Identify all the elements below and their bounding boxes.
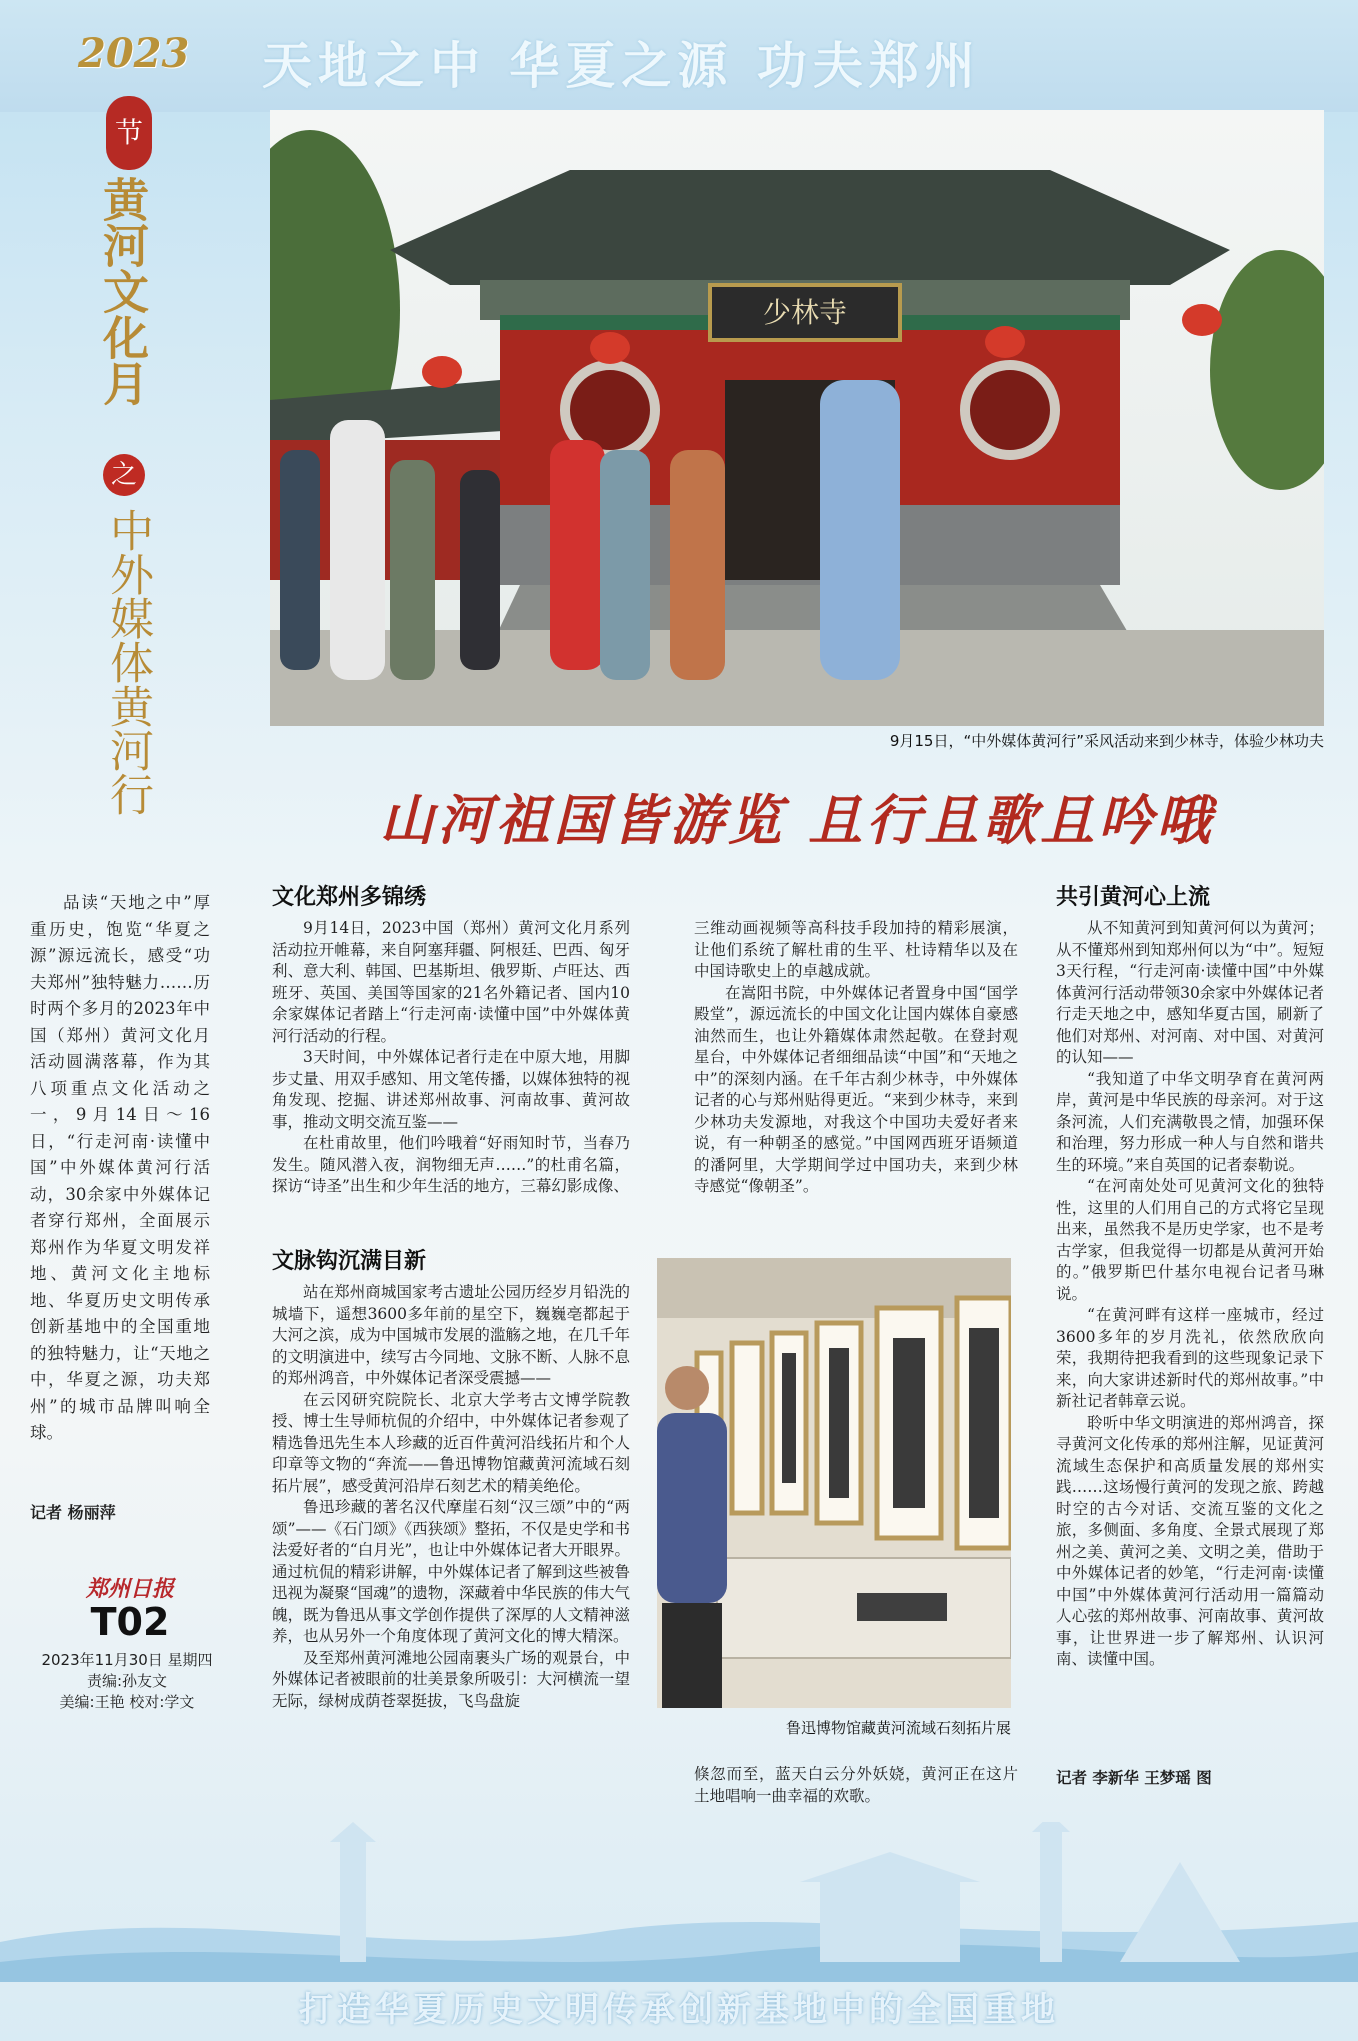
paragraph: “我知道了中华文明孕育在黄河两岸，黄河是中华民族的母亲河。对于这条河流，人们充满敬畏之情，加强环保和治理，努力形成一种人与自然和谐共生的环境。”来自英国的记者泰勒说。 <box>1056 1069 1324 1174</box>
sidebar-intro: 品读“天地之中”厚重历史，饱览“华夏之源”源远流长，感受“功夫郑州”独特魅力……历时两个多月的2023年中国（郑州）黄河文化月活动圆满落幕，作为其八项重点文化活动之一，9月14日～16日，“行走河南·读懂中国”中外媒体黄河行活动，30余家中外媒体记者穿行郑州，全面展示郑州作为华夏文明发祥地、黄河文化主地标地、华夏历史文明传承创新基地中的全国重地的独特魅力，让“天地之中，华夏之源，功夫郑州”的城市品牌叫响全球。 <box>30 893 210 1442</box>
section3-byline: 记者 李新华 王梦瑶 图 <box>1056 1769 1212 1787</box>
banner-title: 天地之中 华夏之源 功夫郑州 <box>262 37 981 95</box>
paragraph: 倏忽而至，蓝天白云分外妖娆，黄河正在这片土地唱响一曲幸福的欢歌。 <box>694 1765 1018 1805</box>
skyline-illustration <box>0 1822 1358 1982</box>
paragraph: 在嵩阳书院，中外媒体记者置身中国“国学殿堂”，源远流长的中国文化让国内媒体自豪感油然而生，也让外籍媒体肃然起敬。在登封观星台，中外媒体记者细细品读“中国”和“天地之中”的深刻内涵。在千年古刹少林寺，中外媒体记者的心与郑州贴得更近。“来到少林寺，来到少林功夫发源地，对我这个中国功夫爱好者来说，有一种朝圣的感觉。”中国网西班牙语频道的潘阿里，大学期间学过中国功夫，来到少林寺感觉“像朝圣”。 <box>694 983 1018 1195</box>
vertical-title: 黄河文化月 <box>96 176 150 406</box>
designer-credit: 美编:王艳 校对:学文 <box>59 1693 195 1711</box>
museum-illustration <box>657 1258 1011 1708</box>
page-number: T02 <box>90 1600 170 1644</box>
section1-column2 <box>694 918 1018 1218</box>
bottom-skyline-decoration <box>0 1822 1358 1982</box>
paragraph: 聆听中华文明演进的郑州鸿音，探寻黄河文化传承的郑州注解，见证黄河流域生态保护和高质量发展的郑州实践……这场慢行黄河的发现之旅、跨越时空的古今对话、交流互鉴的文化之旅，多侧面、多角度、全景式展现了郑州之美、黄河之美、文明之美，借助于中外媒体记者的妙笔，“行走河南·读懂中国”中外媒体黄河行活动用一篇篇动人心弦的郑州故事、河南故事、黄河故事，让世界进一步了解郑州、认识河南、读懂中国。 <box>1056 1413 1324 1668</box>
temple-sign-text: 少林寺 <box>762 296 848 329</box>
editor-credit: 责编:孙友文 <box>86 1672 168 1690</box>
paragraph: 鲁迅珍藏的著名汉代摩崖石刻“汉三颂”中的“两颂”——《石门颂》《西狭颂》整拓，不仅是史学和书法爱好者的“白月光”，也让中外媒体记者大开眼界。通过杭侃的精彩讲解，中外媒体记者了解到这些被鲁迅视为凝聚“国魂”的遗物，深藏着中华民族的伟大气魄，既为鲁迅从事文学创作提供了深厚的人文精神滋养，也从另外一个角度体现了黄河文化的博大精深。 <box>272 1498 630 1645</box>
paragraph: “在河南处处可见黄河文化的独特性，这里的人们用自己的方式将它呈现出来，虽然我不是历史学家，也不是考古学家，但我觉得一切都是从黄河开始的。”俄罗斯巴什基尔电视台记者马琳说。 <box>1056 1177 1324 1303</box>
section-title-1: 文化郑州多锦绣 <box>272 885 427 910</box>
headline: 山河祖国皆游览 且行且歌且吟哦 <box>379 788 1215 852</box>
vertical-subtitle: 中外媒体黄河行 <box>102 508 153 816</box>
sidebar-byline: 记者 杨丽萍 <box>30 1503 116 1522</box>
section1-column1 <box>272 918 630 1218</box>
paragraph: “在黄河畔有这样一座城市，经过3600多年的岁月洗礼，依然欣欣向荣，我期待把我看到的这些现象记录下来，向大家讲述新时代的郑州故事。”中新社记者韩章云说。 <box>1056 1306 1324 1410</box>
temple-illustration <box>270 110 1324 726</box>
paragraph: 在杜甫故里，他们吟哦着“好雨知时节，当春乃发生。随风潜入夜，润物细无声……”的杜甫名篇，探访“诗圣”出生和少年生活的地方，三幕幻影成像、 <box>272 1134 630 1195</box>
year-badge: 2023 <box>78 30 190 77</box>
museum-exhibition-photo <box>657 1258 1011 1708</box>
festival-seal: 节 <box>106 96 152 170</box>
shaolin-temple-photo <box>270 110 1324 726</box>
paragraph: 3天时间，中外媒体记者行走在中原大地，用脚步丈量、用双手感知、用文笔传播，以媒体独特的视角发现、挖掘、讲述郑州故事、河南故事、黄河故事，推动文明交流互鉴—— <box>272 1048 630 1131</box>
newspaper-masthead: 郑州日报 <box>85 1576 174 1602</box>
main-photo-caption: 9月15日，“中外媒体黄河行”采风活动来到少林寺，体验少林功夫 <box>889 732 1324 750</box>
bottom-slogan: 打造华夏历史文明传承创新基地中的全国重地 <box>299 1990 1059 2030</box>
paragraph: 三维动画视频等高科技手段加持的精彩展演，让他们系统了解杜甫的生平、杜诗精华以及在中国诗歌史上的卓越成就。 <box>694 919 1018 980</box>
museum-photo-caption: 鲁迅博物馆藏黄河流域石刻拓片展 <box>785 1719 1011 1737</box>
section-title-2: 文脉钩沉满目新 <box>272 1249 427 1274</box>
paragraph: 从不知黄河到知黄河何以为黄河；从不懂郑州到知郑州何以为“中”。短短3天行程，“行走河南·读懂中国”中外媒体黄河行活动带领30余家中外媒体记者行走天地之中，感知华夏古国，刷新了他们对郑州、对河南、对中国、对黄河的认知—— <box>1056 919 1324 1066</box>
section2-column2 <box>694 1764 1018 1814</box>
section3-column <box>1056 918 1324 1738</box>
section-title-3: 共引黄河心上流 <box>1056 885 1211 910</box>
section2-column1 <box>272 1282 630 1802</box>
paragraph: 9月14日，2023中国（郑州）黄河文化月系列活动拉开帷幕，来自阿塞拜疆、阿根廷、巴西、匈牙利、意大利、韩国、巴基斯坦、俄罗斯、卢旺达、西班牙、英国、美国等国家的21名外籍记者、国内10余家媒体记者踏上“行走河南·读懂中国”中外媒体黄河行活动的行程。 <box>272 919 630 1045</box>
connector-circle: 之 <box>103 454 145 496</box>
paragraph: 及至郑州黄河滩地公园南裹头广场的观景台，中外媒体记者被眼前的壮美景象所吸引：大河横流一望无际，绿树成荫苍翠挺拔，飞鸟盘旋 <box>272 1648 630 1710</box>
issue-date: 2023年11月30日 星期四 <box>41 1651 213 1669</box>
paragraph: 在云冈研究院院长、北京大学考古文博学院教授、博士生导师杭侃的介绍中，中外媒体记者参观了精选鲁迅先生本人珍藏的近百件黄河沿线拓片和个人印章等文物的“奔流——鲁迅博物馆藏黄河流域石刻拓片展”，感受黄河沿岸石刻艺术的精美绝伦。 <box>272 1390 630 1495</box>
paragraph: 站在郑州商城国家考古遗址公园历经岁月铅洗的城墙下，遥想3600多年前的星空下，巍巍亳都起于大河之滨，成为中国城市发展的滥觞之地，在几千年的文明演进中，续写古今同地、文脉不断、人脉不息的郑州鸿音，中外媒体记者深受震撼—— <box>272 1283 630 1387</box>
